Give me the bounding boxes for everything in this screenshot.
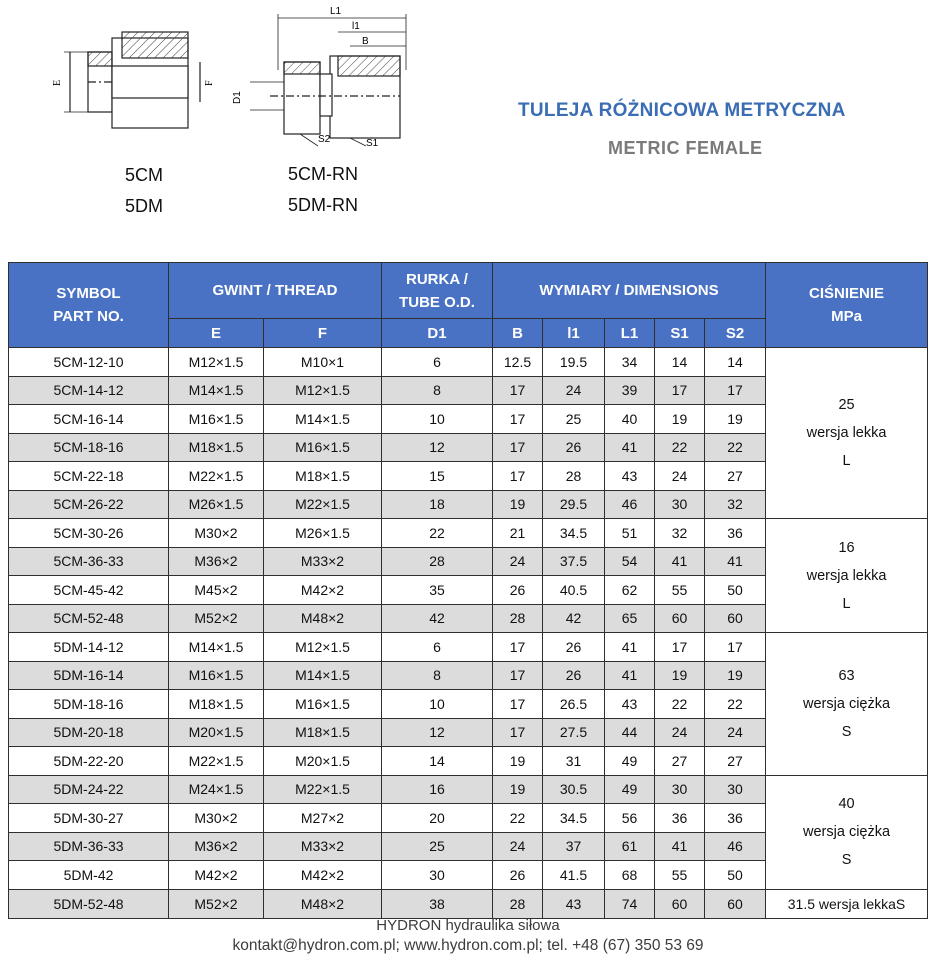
table-cell: 22 [655, 690, 705, 719]
pressure-line: 25 [838, 397, 855, 413]
table-cell: 6 [382, 348, 493, 377]
table-cell: 19 [493, 747, 543, 776]
table-cell: M14×1.5 [264, 405, 382, 434]
table-cell: 42 [543, 604, 605, 633]
table-cell: 26 [543, 661, 605, 690]
table-cell: 26.5 [543, 690, 605, 719]
table-cell: 10 [382, 690, 493, 719]
table-cell: M26×1.5 [264, 519, 382, 548]
table-cell: 19.5 [543, 348, 605, 377]
table-cell: 17 [493, 718, 543, 747]
table-cell: 39 [605, 376, 655, 405]
table-cell: 32 [655, 519, 705, 548]
table-cell: 30.5 [543, 775, 605, 804]
table-cell: 60 [655, 889, 705, 918]
pressure-line: S [841, 852, 852, 868]
table-cell: 10 [382, 405, 493, 434]
table-cell: 65 [605, 604, 655, 633]
table-cell: M42×2 [169, 861, 264, 890]
table-cell: 5DM-14-12 [9, 633, 169, 662]
table-cell: 17 [493, 433, 543, 462]
dim-e: E [52, 79, 63, 86]
table-row [9, 348, 928, 377]
pressure-line: L [842, 453, 851, 469]
title-main: TULEJA RÓŻNICOWA METRYCZNA [518, 100, 846, 121]
table-cell: 19 [493, 775, 543, 804]
table-cell: M18×1.5 [264, 462, 382, 491]
label-5cm: 5CM [125, 165, 164, 185]
pressure-cell [766, 633, 928, 776]
table-cell: 19 [493, 490, 543, 519]
table-cell: 40.5 [543, 576, 605, 605]
table-cell: 17 [705, 376, 766, 405]
pressure-line: 40 [838, 796, 855, 812]
table-cell: 5DM-36-33 [9, 832, 169, 861]
table-cell: M24×1.5 [169, 775, 264, 804]
table-cell: 24 [705, 718, 766, 747]
table-cell: 5DM-42 [9, 861, 169, 890]
table-cell: 22 [493, 804, 543, 833]
table-cell: 14 [382, 747, 493, 776]
table-cell: 28 [382, 547, 493, 576]
table-cell: 5CM-45-42 [9, 576, 169, 605]
table-cell: 36 [655, 804, 705, 833]
table-cell: 8 [382, 376, 493, 405]
table-cell: M14×1.5 [169, 633, 264, 662]
table-cell: 26 [543, 433, 605, 462]
table-cell: 18 [382, 490, 493, 519]
table-cell: 16 [382, 775, 493, 804]
table-cell: 30 [382, 861, 493, 890]
table-cell: 17 [493, 376, 543, 405]
table-cell: 43 [605, 462, 655, 491]
table-cell: 5DM-18-16 [9, 690, 169, 719]
subheader-b: B [493, 319, 543, 348]
table-cell: 49 [605, 747, 655, 776]
table-cell: M14×1.5 [264, 661, 382, 690]
table-cell: 37.5 [543, 547, 605, 576]
table-row [9, 519, 928, 548]
table-cell: 17 [705, 633, 766, 662]
table-cell: 5DM-30-27 [9, 804, 169, 833]
table-cell: 36 [705, 519, 766, 548]
table-cell: 5CM-14-12 [9, 376, 169, 405]
table-cell: 21 [493, 519, 543, 548]
subheader-e: E [169, 319, 264, 348]
table-cell: 19 [655, 661, 705, 690]
table-cell: M42×2 [264, 576, 382, 605]
table-cell: 37 [543, 832, 605, 861]
pressure-line: wersja lekka [806, 425, 887, 441]
table-cell: 22 [382, 519, 493, 548]
label-5dm: 5DM [125, 196, 164, 216]
table-cell: 54 [605, 547, 655, 576]
table-cell: 41 [605, 661, 655, 690]
table-cell: 41 [605, 633, 655, 662]
table-cell: M10×1 [264, 348, 382, 377]
subheader-d1: D1 [382, 319, 493, 348]
table-cell: M22×1.5 [169, 747, 264, 776]
table-cell: 5DM-22-20 [9, 747, 169, 776]
table-cell: M48×2 [264, 889, 382, 918]
table-cell: 5CM-18-16 [9, 433, 169, 462]
table-cell: M52×2 [169, 889, 264, 918]
table-cell: M22×1.5 [169, 462, 264, 491]
footer-company: HYDRON hydraulika siłowa [376, 917, 560, 934]
table-cell: 41 [705, 547, 766, 576]
table-cell: 40 [605, 405, 655, 434]
table-cell: M18×1.5 [169, 433, 264, 462]
title-sub: METRIC FEMALE [608, 138, 763, 158]
subheader-s1: S1 [655, 319, 705, 348]
table-cell: 22 [705, 433, 766, 462]
table-cell: 25 [382, 832, 493, 861]
table-cell: M20×1.5 [264, 747, 382, 776]
table-cell: 56 [605, 804, 655, 833]
table-cell: 25 [543, 405, 605, 434]
table-cell: 24 [493, 832, 543, 861]
table-cell: M42×2 [264, 861, 382, 890]
table-cell: 34 [605, 348, 655, 377]
table-cell: M22×1.5 [264, 490, 382, 519]
table-cell: 35 [382, 576, 493, 605]
table-cell: 5CM-22-18 [9, 462, 169, 491]
pressure-cell [766, 348, 928, 519]
table-cell: 5CM-26-22 [9, 490, 169, 519]
table-cell: 28 [543, 462, 605, 491]
pressure-line: 31.5 wersja lekkaS [787, 895, 906, 912]
table-cell: 19 [655, 405, 705, 434]
subheader-l1-lower: l1 [543, 319, 605, 348]
header-dimensions: WYMIARY / DIMENSIONS [493, 263, 766, 319]
table-cell: 41 [605, 433, 655, 462]
table-cell: 26 [493, 861, 543, 890]
dim-l1-upper: L1 [330, 6, 342, 17]
table-cell: M36×2 [169, 832, 264, 861]
table-cell: 5CM-30-26 [9, 519, 169, 548]
pressure-cell [766, 519, 928, 633]
table-cell: 5DM-52-48 [9, 889, 169, 918]
pressure-line: 63 [838, 667, 855, 684]
table-cell: 46 [705, 832, 766, 861]
table-cell: 31 [543, 747, 605, 776]
table-cell: 17 [493, 661, 543, 690]
table-cell: 17 [655, 376, 705, 405]
footer-contact: kontakt@hydron.com.pl; www.hydron.com.pl; tel. +48 (67) 350 53 69 [232, 937, 704, 954]
pressure-line: wersja lekka [806, 567, 887, 584]
technical-drawings [0, 0, 500, 240]
table-cell: M22×1.5 [264, 775, 382, 804]
table-cell: 44 [605, 718, 655, 747]
pressure-cell [766, 775, 928, 889]
dim-d1: D1 [232, 91, 243, 104]
table-row [9, 889, 928, 918]
table-cell: M30×2 [169, 519, 264, 548]
table-cell: 34.5 [543, 804, 605, 833]
header-tube: RURKA / TUBE O.D. [382, 263, 493, 319]
table-cell: 49 [605, 775, 655, 804]
table-cell: 5CM-52-48 [9, 604, 169, 633]
table-cell: 12 [382, 718, 493, 747]
table-cell: 60 [655, 604, 705, 633]
header-symbol: SYMBOL PART NO. [9, 263, 169, 348]
table-cell: 38 [382, 889, 493, 918]
table-cell: 68 [605, 861, 655, 890]
table-cell: M16×1.5 [169, 661, 264, 690]
table-cell: 27 [705, 747, 766, 776]
table-cell: 46 [605, 490, 655, 519]
table-cell: M52×2 [169, 604, 264, 633]
table-cell: 5DM-20-18 [9, 718, 169, 747]
table-cell: 60 [705, 604, 766, 633]
table-cell: 74 [605, 889, 655, 918]
table-cell: M30×2 [169, 804, 264, 833]
label-5dm-rn: 5DM-RN [288, 195, 358, 215]
dim-f: F [204, 80, 215, 86]
table-cell: 17 [493, 462, 543, 491]
table-cell: 5DM-16-14 [9, 661, 169, 690]
table-cell: M18×1.5 [264, 718, 382, 747]
table-cell: 27 [655, 747, 705, 776]
table-cell: 29.5 [543, 490, 605, 519]
table-cell: 55 [655, 576, 705, 605]
table-cell: M36×2 [169, 547, 264, 576]
pressure-line: L [842, 595, 851, 612]
table-row [9, 775, 928, 804]
table-cell: M20×1.5 [169, 718, 264, 747]
table-cell: 30 [655, 490, 705, 519]
table-cell: 50 [705, 576, 766, 605]
dim-b: B [362, 36, 369, 47]
table-cell: M12×1.5 [169, 348, 264, 377]
table-cell: 12.5 [493, 348, 543, 377]
table-cell: M16×1.5 [169, 405, 264, 434]
table-cell: 43 [605, 690, 655, 719]
dim-s1: S1 [366, 138, 379, 149]
table-cell: 14 [705, 348, 766, 377]
table-cell: 19 [705, 405, 766, 434]
table-cell: 5CM-36-33 [9, 547, 169, 576]
pressure-line: S [841, 723, 852, 740]
table-cell: M14×1.5 [169, 376, 264, 405]
drawing-5cm [64, 32, 200, 128]
table-cell: M33×2 [264, 832, 382, 861]
table-cell: M18×1.5 [169, 690, 264, 719]
table-cell: 15 [382, 462, 493, 491]
table-cell: 28 [493, 889, 543, 918]
pressure-line: 16 [838, 539, 855, 556]
table-cell: 19 [705, 661, 766, 690]
table-cell: 30 [655, 775, 705, 804]
table-cell: 28 [493, 604, 543, 633]
pressure-line: wersja ciężka [803, 824, 891, 840]
pressure-cell [766, 889, 928, 918]
table-cell: 27 [705, 462, 766, 491]
table-cell: 30 [705, 775, 766, 804]
table-cell: 41.5 [543, 861, 605, 890]
table-cell: 34.5 [543, 519, 605, 548]
table-cell: 8 [382, 661, 493, 690]
table-cell: M48×2 [264, 604, 382, 633]
table-cell: 6 [382, 633, 493, 662]
table-cell: 55 [655, 861, 705, 890]
table-cell: M16×1.5 [264, 690, 382, 719]
table-cell: M12×1.5 [264, 376, 382, 405]
dim-l1-lower: l1 [352, 21, 360, 32]
table-body [9, 348, 928, 919]
table-cell: 50 [705, 861, 766, 890]
drawing-5cm-rn [250, 14, 406, 146]
header-pressure: CIŚNIENIE MPa [766, 263, 928, 348]
table-cell: 62 [605, 576, 655, 605]
table-cell: 36 [705, 804, 766, 833]
table-cell: 5DM-24-22 [9, 775, 169, 804]
table-cell: M33×2 [264, 547, 382, 576]
table-cell: 24 [655, 718, 705, 747]
table-cell: 41 [655, 547, 705, 576]
table-cell: 17 [493, 690, 543, 719]
table-cell: 17 [493, 405, 543, 434]
table-cell: M26×1.5 [169, 490, 264, 519]
table-cell: 26 [543, 633, 605, 662]
spec-table [8, 262, 928, 919]
table-cell: 24 [655, 462, 705, 491]
table-cell: M45×2 [169, 576, 264, 605]
table-row [9, 633, 928, 662]
table-cell: 20 [382, 804, 493, 833]
table-cell: 32 [705, 490, 766, 519]
table-cell: 26 [493, 576, 543, 605]
table-cell: M12×1.5 [264, 633, 382, 662]
table-cell: 5CM-12-10 [9, 348, 169, 377]
subheader-f: F [264, 319, 382, 348]
pressure-line: wersja ciężka [803, 695, 891, 712]
table-cell: M16×1.5 [264, 433, 382, 462]
table-cell: M27×2 [264, 804, 382, 833]
table-cell: 22 [655, 433, 705, 462]
table-cell: 17 [655, 633, 705, 662]
table-cell: 17 [493, 633, 543, 662]
subheader-l1: L1 [605, 319, 655, 348]
table-cell: 22 [705, 690, 766, 719]
table-cell: 43 [543, 889, 605, 918]
table-cell: 41 [655, 832, 705, 861]
label-5cm-rn: 5CM-RN [288, 164, 358, 184]
table-cell: 42 [382, 604, 493, 633]
table-cell: 24 [493, 547, 543, 576]
header-thread: GWINT / THREAD [169, 263, 382, 319]
table-cell: 27.5 [543, 718, 605, 747]
table-cell: 5CM-16-14 [9, 405, 169, 434]
dim-s2: S2 [318, 134, 331, 145]
table-cell: 14 [655, 348, 705, 377]
table-cell: 61 [605, 832, 655, 861]
table-cell: 24 [543, 376, 605, 405]
table-cell: 51 [605, 519, 655, 548]
subheader-s2: S2 [705, 319, 766, 348]
table-cell: 12 [382, 433, 493, 462]
table-cell: 60 [705, 889, 766, 918]
